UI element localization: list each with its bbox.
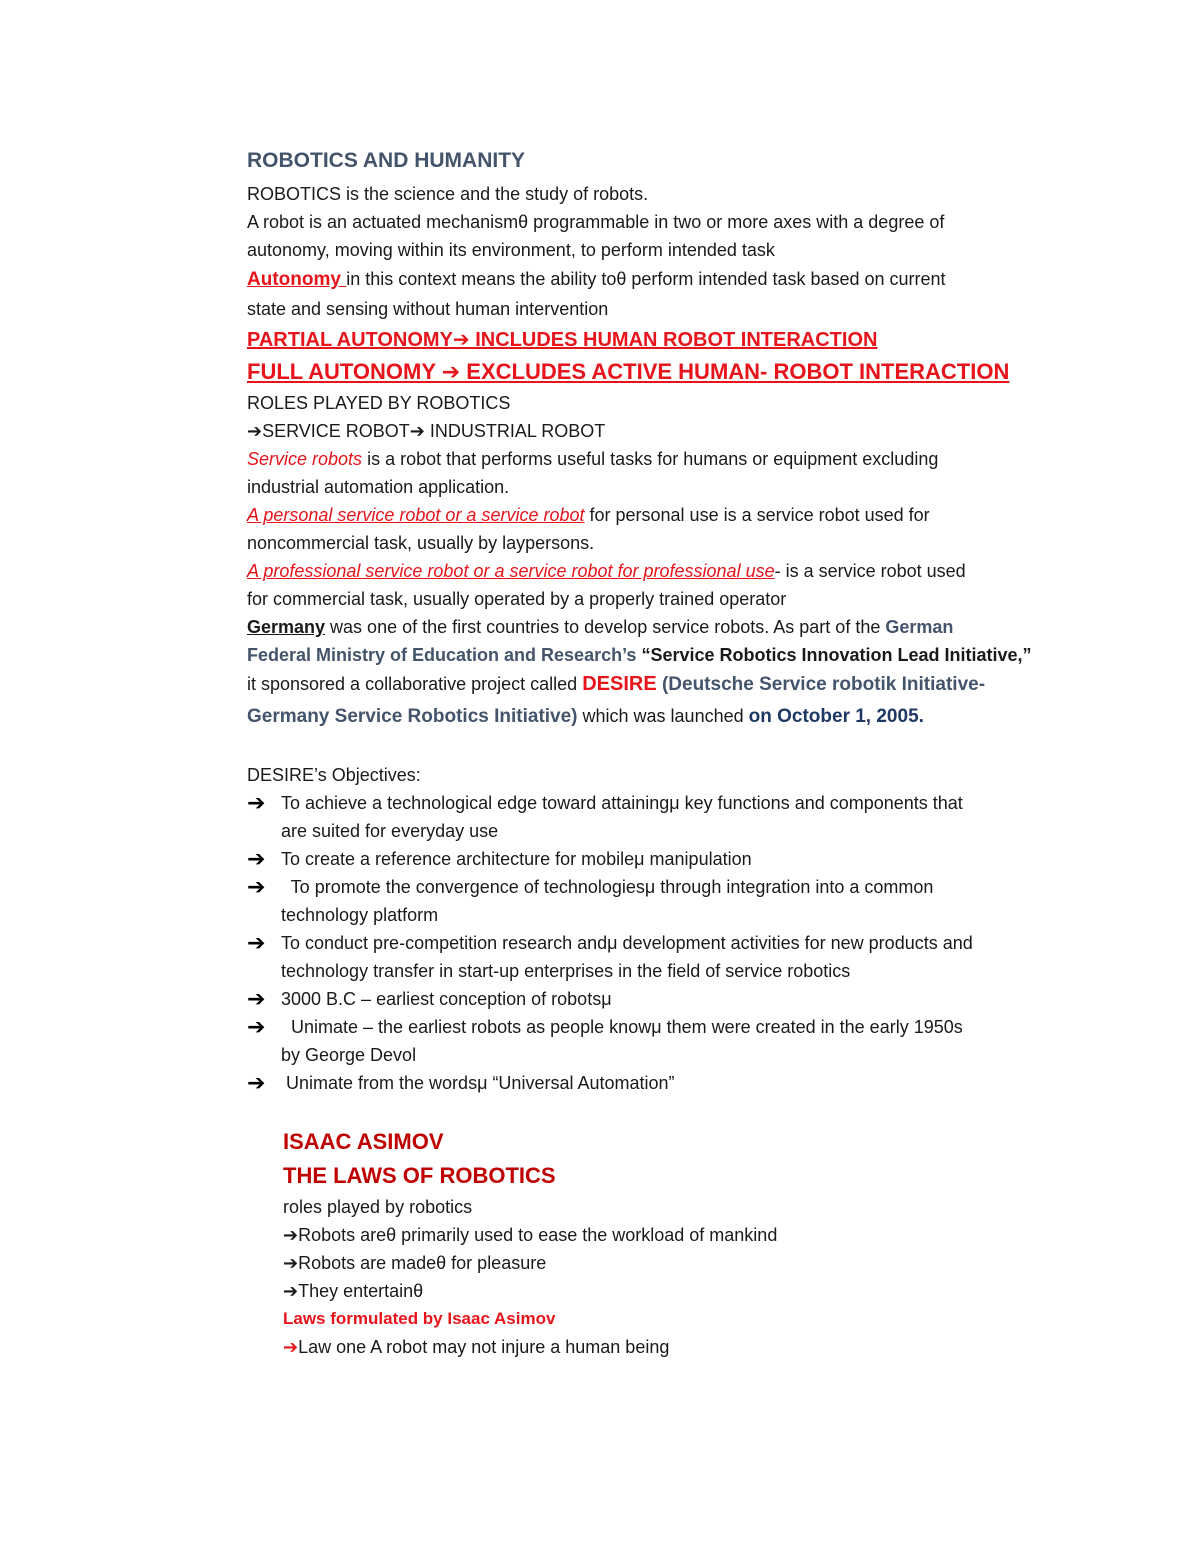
asimov-role-2: ➔Robots are madeθ for pleasure: [283, 1253, 547, 1273]
laws-formulated-heading: Laws formulated by Isaac Asimov: [283, 1309, 556, 1328]
germany-text-3: which was launched: [577, 706, 749, 726]
objective-item: [247, 1013, 1067, 1069]
professional-robot-l1: [247, 557, 1067, 585]
objective-line-1: Unimate from the wordsμ “Universal Automation”: [281, 1073, 675, 1093]
bullet-arrow-icon: ➔: [247, 986, 266, 1011]
objective-line-2: by George Devol: [281, 1045, 417, 1065]
autonomy-paragraph-l1: [247, 264, 1067, 295]
professional-robot-text: - is a service robot used: [774, 561, 966, 581]
asimov-section: [247, 1125, 1067, 1361]
service-robots-text: is a robot that performs useful tasks for humans or equipment excluding: [362, 449, 939, 469]
full-autonomy-heading: FULL AUTONOMY ➔ EXCLUDES ACTIVE HUMAN- ROBOT INTERACTION: [247, 359, 1010, 384]
roles-line: ➔SERVICE ROBOT➔ INDUSTRIAL ROBOT: [247, 421, 606, 441]
service-robots-l2: industrial automation application.: [247, 477, 510, 497]
personal-robot-l2: noncommercial task, usually by laypersons.: [247, 533, 595, 553]
autonomy-paragraph-l2: state and sensing without human intervention: [247, 299, 609, 319]
laws-heading: THE LAWS OF ROBOTICS: [283, 1163, 556, 1188]
personal-robot-text: for personal use is a service robot used for: [584, 505, 930, 525]
professional-robot-term: A professional service robot or a service robot for professional use: [247, 561, 775, 581]
bullet-arrow-icon: ➔: [247, 930, 266, 955]
law-one-text: Law one A robot may not injure a human being: [298, 1337, 670, 1357]
personal-robot-l1: [247, 501, 1067, 529]
objective-item: [247, 929, 1067, 985]
objective-line-2: technology platform: [281, 905, 439, 925]
definition-robot-l2: autonomy, moving within its environment, to perform intended task: [247, 240, 775, 260]
objective-item: [247, 845, 1067, 873]
germany-text-1: was one of the first countries to develop service robots. As part of the: [325, 617, 886, 637]
objective-item: [247, 985, 1067, 1013]
autonomy-term: Autonomy: [247, 269, 347, 290]
germany-l3: [247, 669, 1067, 700]
bullet-arrow-icon: ➔: [247, 1014, 266, 1039]
ministry-part-b: Federal Ministry of Education and Research’s: [247, 645, 637, 665]
document-page: [247, 146, 1067, 1361]
objective-line-1: To conduct pre-competition research andμ development activities for new products and: [281, 933, 973, 953]
doc-title: ROBOTICS AND HUMANITY: [247, 149, 526, 172]
desire-full-name: Deutsche Service robotik Initiative-: [668, 674, 986, 695]
objective-line-2: technology transfer in start-up enterprises in the field of service robotics: [281, 961, 851, 981]
germany-l1: [247, 613, 1067, 641]
objective-line-1: To promote the convergence of technologiesμ through integration into a common: [281, 877, 934, 897]
desire-english-name: Germany Service Robotics Initiative): [247, 706, 578, 727]
germany-l2: [247, 641, 1067, 669]
partial-autonomy-heading: PARTIAL AUTONOMY➔ INCLUDES HUMAN ROBOT INTERACTION: [247, 329, 878, 351]
objective-item: [247, 873, 1067, 929]
desire-name: DESIRE: [582, 673, 657, 695]
professional-robot-l2: for commercial task, usually operated by a properly trained operator: [247, 589, 787, 609]
bullet-arrow-icon: ➔: [247, 1070, 266, 1095]
personal-robot-term: A personal service robot or a service robot: [247, 505, 585, 525]
objective-line-1: Unimate – the earliest robots as people knowμ them were created in the early 1950s: [281, 1017, 963, 1037]
service-robots-term: Service robots: [247, 449, 363, 469]
bullet-arrow-icon: ➔: [247, 790, 266, 815]
bullet-arrow-icon: ➔: [247, 846, 266, 871]
asimov-heading: ISAAC ASIMOV: [283, 1129, 444, 1154]
objectives-list: [247, 789, 1067, 1097]
roles-heading: ROLES PLAYED BY ROBOTICS: [247, 393, 511, 413]
asimov-roles: roles played by robotics: [283, 1197, 473, 1217]
objective-line-1: To create a reference architecture for mobileμ manipulation: [281, 849, 752, 869]
definition-robotics: ROBOTICS is the science and the study of robots.: [247, 184, 649, 204]
asimov-role-1: ➔Robots areθ primarily used to ease the workload of mankind: [283, 1225, 778, 1245]
service-robots-l1: [247, 445, 1067, 473]
law-one: [283, 1333, 1067, 1361]
autonomy-text: in this context means the ability toθ perform intended task based on current: [346, 269, 946, 289]
objective-item: [247, 1069, 1067, 1097]
objective-line-2: are suited for everyday use: [281, 821, 499, 841]
objective-line-1: To achieve a technological edge toward attainingμ key functions and components that: [281, 793, 963, 813]
initiative-name: “Service Robotics Innovation Lead Initiative,”: [636, 645, 1032, 665]
objectives-heading: DESIRE’s Objectives:: [247, 765, 421, 785]
asimov-role-3: ➔They entertainθ: [283, 1281, 424, 1301]
germany-text-2: it sponsored a collaborative project called: [247, 674, 583, 694]
germany-term: Germany: [247, 617, 326, 637]
germany-l4: [247, 700, 1067, 733]
launch-date: on October 1, 2005.: [748, 706, 924, 727]
definition-robot-l1: A robot is an actuated mechanismθ programmable in two or more axes with a degree of: [247, 212, 945, 232]
law-arrow-icon: ➔: [283, 1337, 299, 1357]
ministry-part-a: German: [885, 617, 954, 637]
bullet-arrow-icon: ➔: [247, 874, 266, 899]
paren-open: (: [656, 674, 669, 695]
objective-item: [247, 789, 1067, 845]
objective-line-1: 3000 B.C – earliest conception of robotsμ: [281, 989, 612, 1009]
